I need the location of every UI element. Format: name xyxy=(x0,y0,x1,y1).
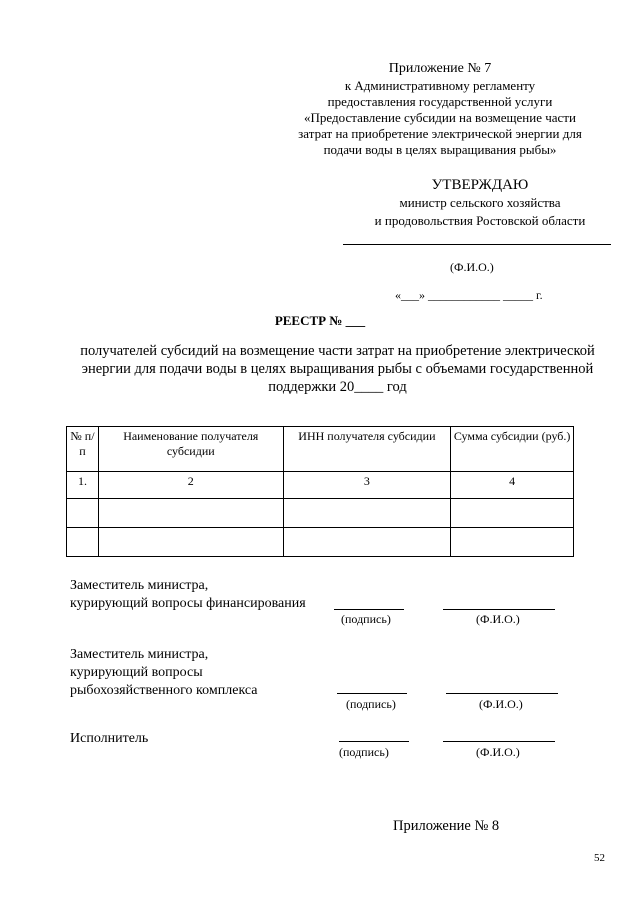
table-header-cell: Наименование получателя субсидии xyxy=(98,427,283,472)
annex-line: подачи воды в целях выращивания рыбы» xyxy=(323,142,557,157)
signature-block-fishery xyxy=(70,646,258,700)
signature-role-line: Заместитель министра, xyxy=(70,578,209,593)
register-subtitle xyxy=(60,342,615,396)
signature-line xyxy=(334,609,404,610)
register-table xyxy=(66,426,574,557)
table-cell: 2 xyxy=(98,472,283,499)
signature-caption: (подпись) xyxy=(339,745,389,759)
table-cell: 4 xyxy=(451,472,574,499)
signature-role-line: Заместитель министра, xyxy=(70,647,209,662)
page-number: 52 xyxy=(594,852,605,864)
table-number-row xyxy=(67,472,574,499)
approval-title: УТВЕРЖДАЮ xyxy=(431,177,529,193)
signature-block-executor xyxy=(70,730,148,748)
approval-line: министр сельского хозяйства xyxy=(399,195,561,210)
annex-line: затрат на приобретение электрической энергии для xyxy=(298,126,582,141)
register-subtitle-line: получателей субсидий на возмещение части затрат на приобретение электрической xyxy=(80,343,595,359)
annex-line: «Предоставление субсидии на возмещение части xyxy=(304,110,576,125)
signature-caption: (подпись) xyxy=(346,697,396,711)
annex-line: к Административному регламенту xyxy=(344,78,536,93)
fio-caption: (Ф.И.О.) xyxy=(479,697,523,711)
table-header-cell: Сумма субсидии (руб.) xyxy=(451,427,574,472)
approval-block xyxy=(330,176,630,230)
annex-title: Приложение № 7 xyxy=(388,61,492,76)
table-row xyxy=(67,499,574,528)
signature-block-finance xyxy=(70,577,306,613)
fio-line xyxy=(443,741,555,742)
annex-line: предоставления государственной услуги xyxy=(327,94,553,109)
table-cell: 1. xyxy=(67,472,99,499)
signature-line xyxy=(337,693,407,694)
signature-role-line: курирующий вопросы финансирования xyxy=(70,596,306,611)
table-header-cell: ИНН получателя субсидии xyxy=(283,427,451,472)
table-cell: 3 xyxy=(283,472,451,499)
fio-caption: (Ф.И.О.) xyxy=(476,745,520,759)
fio-line xyxy=(446,693,558,694)
register-subtitle-line: энергии для подачи воды в целях выращивания рыбы с объемами государственной xyxy=(81,361,594,377)
signature-role-line: курирующий вопросы xyxy=(70,665,203,680)
table-header-cell: № п/п xyxy=(67,427,99,472)
next-annex-title: Приложение № 8 xyxy=(393,818,500,834)
signature-role-line: Исполнитель xyxy=(70,731,149,746)
approval-signature-line xyxy=(343,244,611,245)
approval-date-line: «___» ____________ _____ г. xyxy=(395,288,543,302)
signature-line xyxy=(339,741,409,742)
signature-role-line: рыбохозяйственного комплекса xyxy=(70,683,258,698)
approval-line: и продовольствия Ростовской области xyxy=(374,213,586,228)
table-header-row xyxy=(67,427,574,472)
table-row xyxy=(67,528,574,557)
register-subtitle-line: поддержки 20____ год xyxy=(268,379,407,395)
signature-caption: (подпись) xyxy=(341,612,391,626)
fio-line xyxy=(443,609,555,610)
register-title: РЕЕСТР № ___ xyxy=(274,313,366,328)
fio-caption: (Ф.И.О.) xyxy=(476,612,520,626)
approval-fio-caption: (Ф.И.О.) xyxy=(450,260,494,274)
annex-header xyxy=(270,60,610,158)
